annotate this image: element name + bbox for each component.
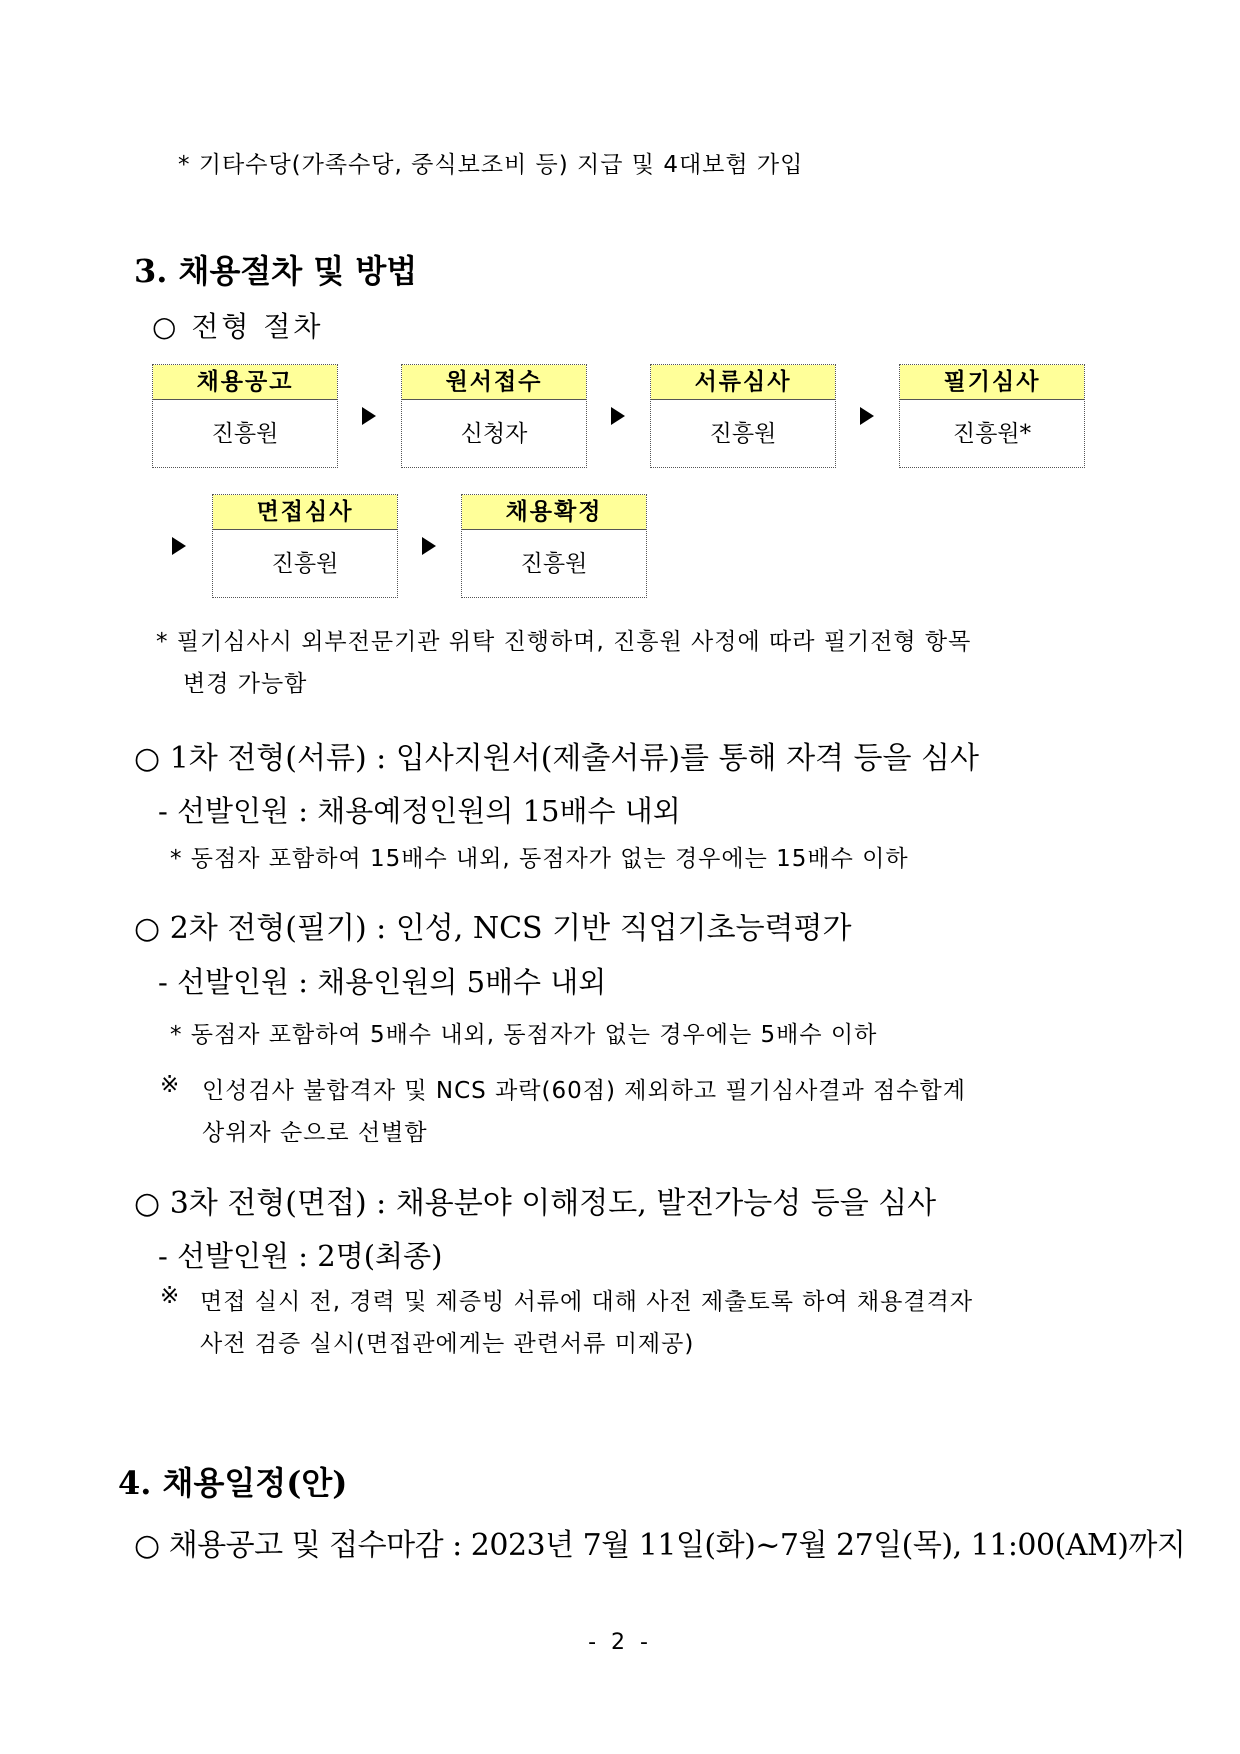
flow-step-document-review bbox=[650, 364, 836, 468]
stage1-selection: - 선발인원 : 채용예정인원의 15배수 내외 bbox=[158, 794, 681, 828]
stage1-title: ○ 1차 전형(서류) : 입사지원서(제출서류)를 통해 자격 등을 심사 bbox=[134, 741, 980, 776]
flow-step-owner: 신청자 bbox=[460, 421, 528, 447]
stage2-selection: - 선발인원 : 채용인원의 5배수 내외 bbox=[158, 965, 607, 999]
flow-step-title: 필기심사 bbox=[900, 365, 1084, 400]
stage2-remark-mark: ※ bbox=[160, 1072, 181, 1098]
stage3-remark-line2: 사전 검증 실시(면접관에게는 관련서류 미제공) bbox=[200, 1331, 695, 1357]
flow-step-title: 채용공고 bbox=[153, 365, 337, 400]
flow-step-owner: 진흥원 bbox=[520, 551, 588, 577]
flow-step-owner: 진흥원* bbox=[952, 421, 1032, 447]
flow-step-title: 서류심사 bbox=[651, 365, 835, 400]
flow-arrow-icon bbox=[362, 407, 376, 425]
stage1-note: * 동점자 포함하여 15배수 내외, 동점자가 없는 경우에는 15배수 이하 bbox=[170, 846, 909, 872]
flow-step-interview bbox=[212, 494, 398, 598]
section-3-title: 3. 채용절차 및 방법 bbox=[134, 252, 418, 290]
flow-step-owner: 진흥원 bbox=[271, 551, 339, 577]
flow-step-title: 원서접수 bbox=[402, 365, 586, 400]
flow-step-title: 채용확정 bbox=[462, 495, 646, 530]
flow-arrow-icon bbox=[172, 537, 186, 555]
flow-step-title: 면접심사 bbox=[213, 495, 397, 530]
flow-step-owner: 진흥원 bbox=[211, 421, 279, 447]
flow-arrow-icon bbox=[611, 407, 625, 425]
flow-note-line1: * 필기심사시 외부전문기관 위탁 진행하며, 진흥원 사정에 따라 필기전형 항목 bbox=[156, 629, 972, 655]
stage2-remark-line2: 상위자 순으로 선별함 bbox=[202, 1120, 428, 1146]
stage2-title: ○ 2차 전형(필기) : 인성, NCS 기반 직업기초능력평가 bbox=[134, 911, 852, 946]
page-number: - 2 - bbox=[588, 1630, 652, 1655]
schedule-item-1: ○ 채용공고 및 접수마감 : 2023년 7월 11일(화)~7월 27일(목), 11:00(AM)까지 bbox=[134, 1528, 1186, 1563]
flow-step-application bbox=[401, 364, 587, 468]
stage3-remark-mark: ※ bbox=[160, 1283, 181, 1309]
flow-arrow-icon bbox=[422, 537, 436, 555]
benefits-note: * 기타수당(가족수당, 중식보조비 등) 지급 및 4대보험 가입 bbox=[178, 152, 804, 178]
flow-arrow-icon bbox=[860, 407, 874, 425]
stage2-note: * 동점자 포함하여 5배수 내외, 동점자가 없는 경우에는 5배수 이하 bbox=[170, 1022, 878, 1048]
stage3-selection: - 선발인원 : 2명(최종) bbox=[158, 1239, 443, 1273]
stage3-remark-line1: 면접 실시 전, 경력 및 제증빙 서류에 대해 사전 제출토록 하여 채용결격자 bbox=[200, 1289, 974, 1315]
flow-step-written-exam bbox=[899, 364, 1085, 468]
stage2-remark-line1: 인성검사 불합격자 및 NCS 과락(60점) 제외하고 필기심사결과 점수합계 bbox=[202, 1078, 966, 1104]
flow-note-line2: 변경 가능함 bbox=[183, 671, 308, 697]
flow-step-recruit-notice bbox=[152, 364, 338, 468]
stage3-title: ○ 3차 전형(면접) : 채용분야 이해정도, 발전가능성 등을 심사 bbox=[134, 1186, 937, 1221]
process-label: ○ 전형 절차 bbox=[152, 310, 324, 343]
flow-step-owner: 진흥원 bbox=[709, 421, 777, 447]
flow-step-hiring-confirmed bbox=[461, 494, 647, 598]
section-4-title: 4. 채용일정(안) bbox=[118, 1464, 348, 1502]
